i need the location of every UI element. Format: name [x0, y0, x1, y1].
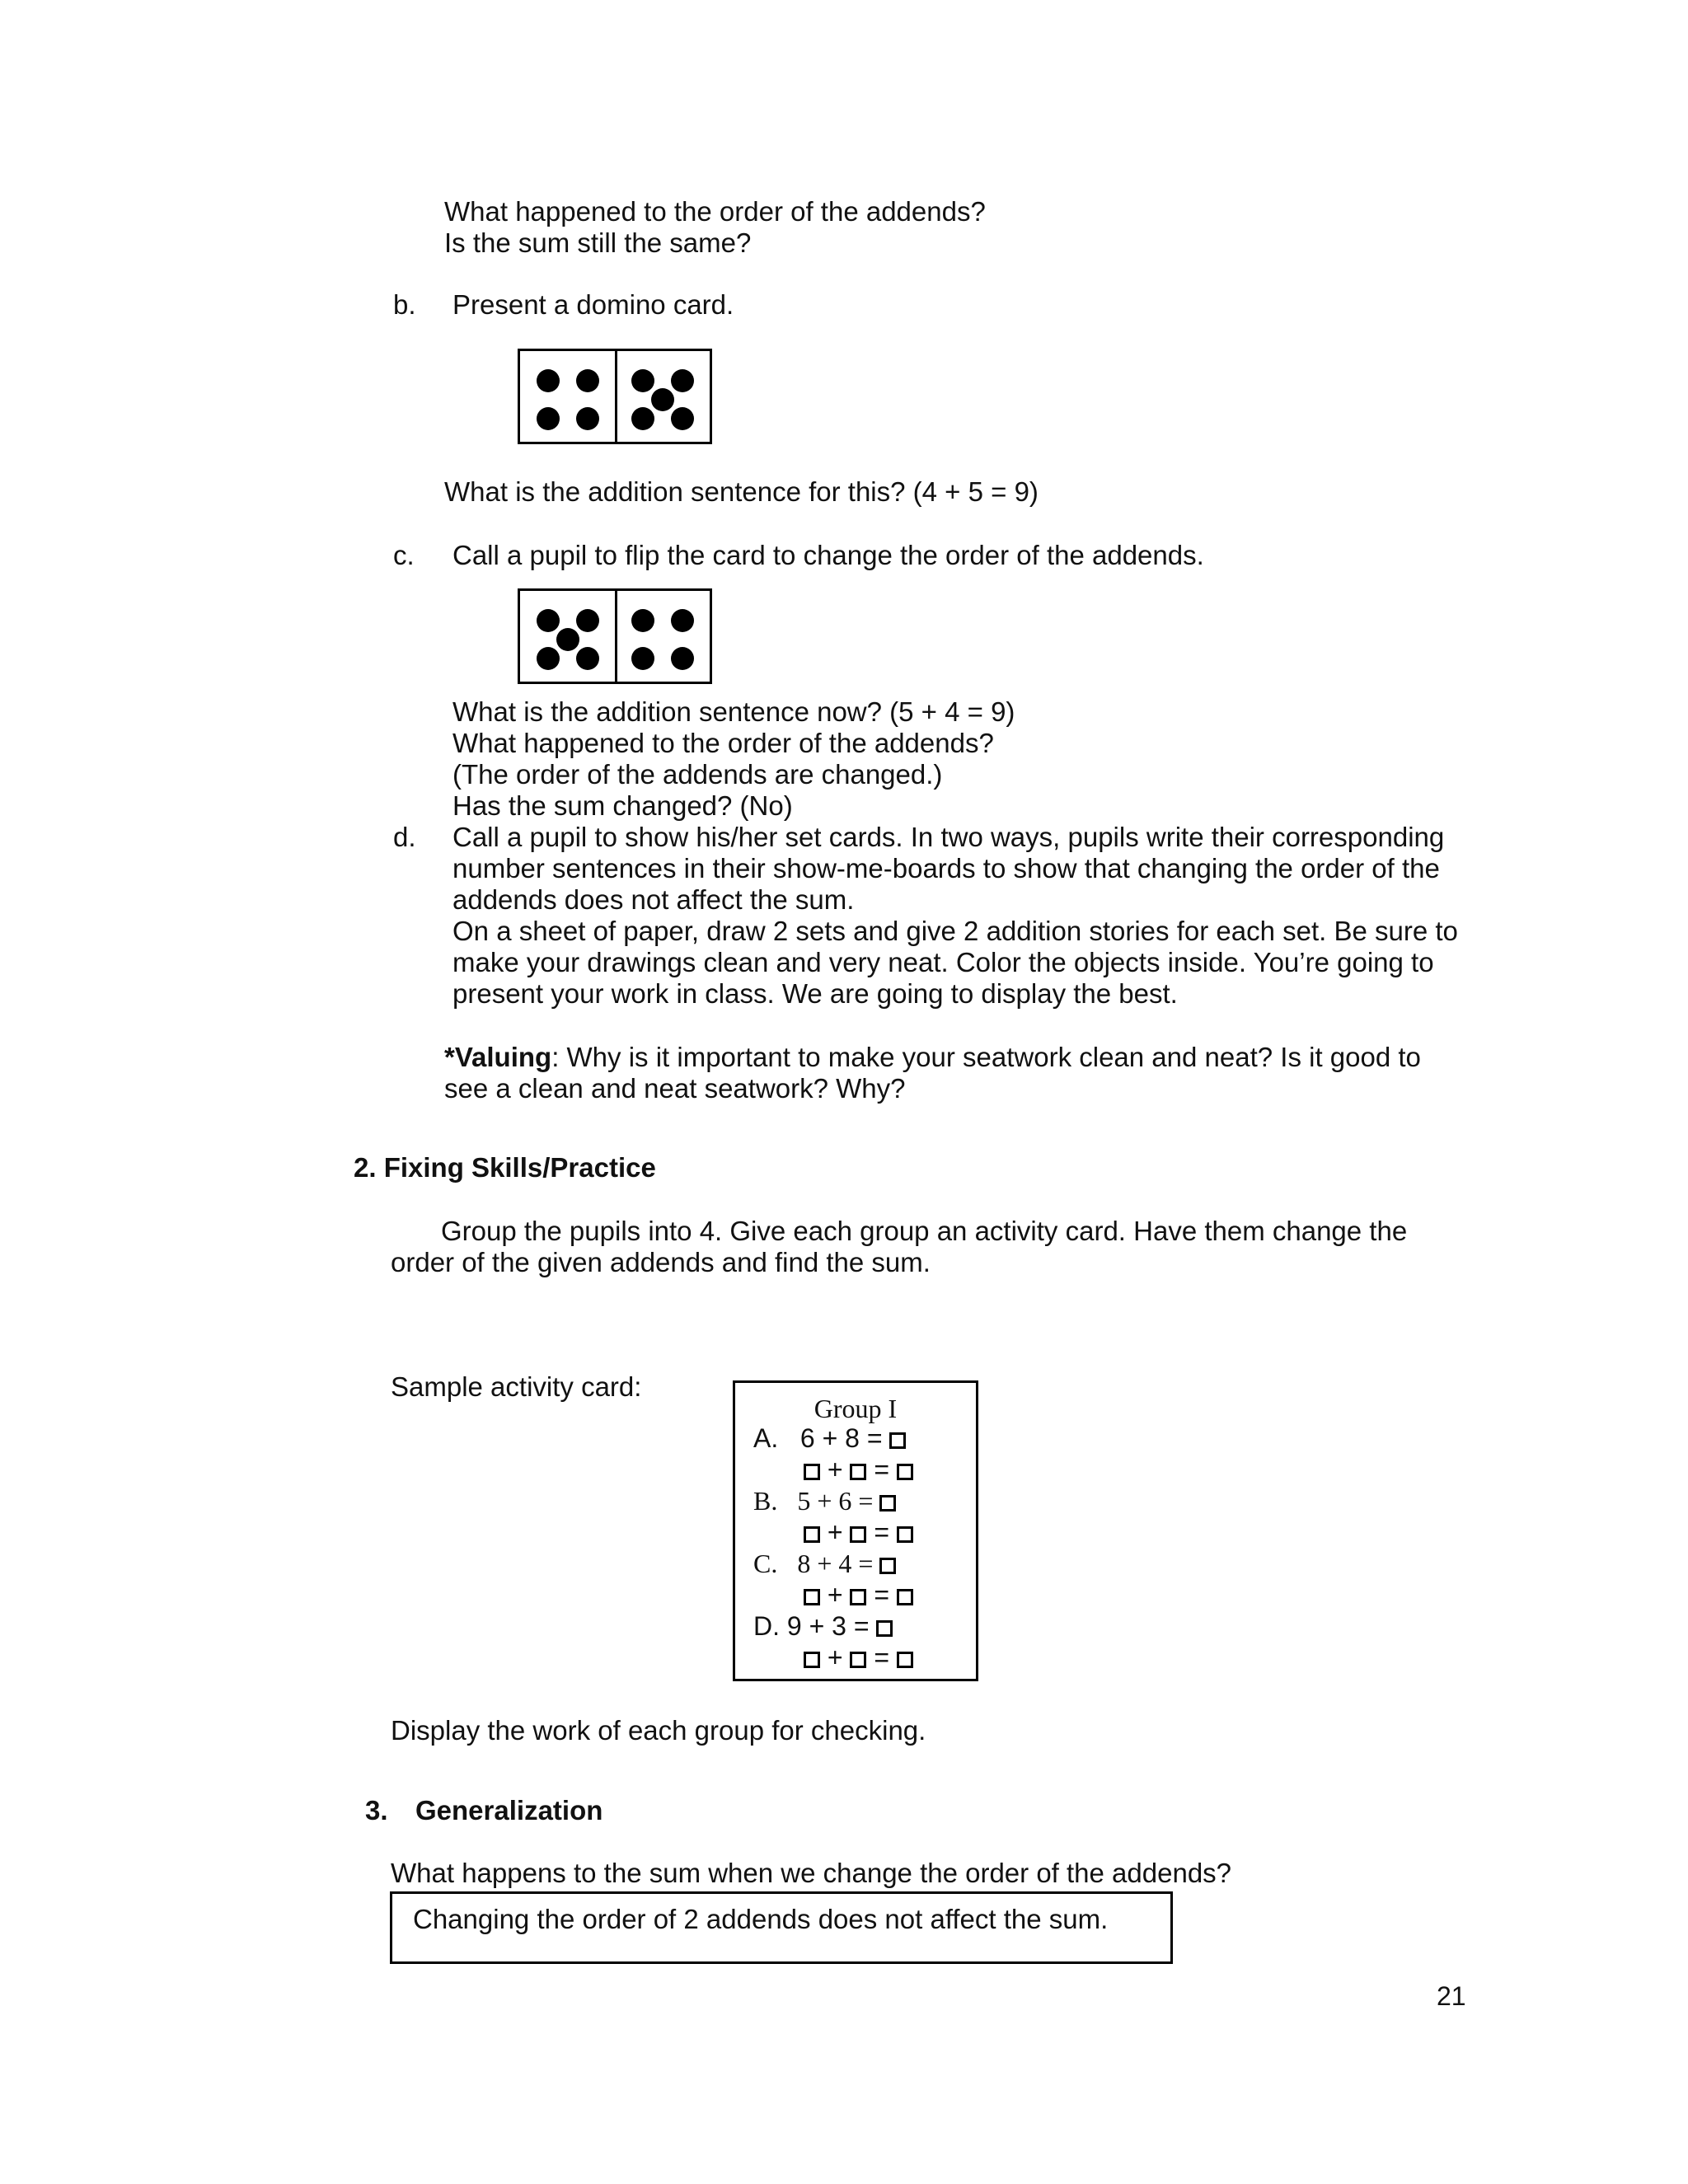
domino-dot	[537, 647, 560, 670]
intro-line-2: Is the sum still the same?	[444, 227, 752, 258]
card-item-letter: B.	[753, 1486, 778, 1516]
domino-dot	[576, 369, 599, 392]
valuing-text: : Why is it important to make your seatwork clean and neat? Is it good to	[551, 1042, 1421, 1072]
card-item-expr: 6 + 8 =	[799, 1423, 883, 1453]
card-item-letter: D.	[753, 1611, 780, 1641]
item-c-text: Call a pupil to flip the card to change the order of the addends.	[452, 540, 1204, 570]
domino-dot	[671, 647, 694, 670]
item-d-line-1: Call a pupil to show his/her set cards. In two ways, pupils write their corresponding	[452, 822, 1445, 852]
generalization-question: What happens to the sum when we change the order of the addends?	[391, 1858, 1232, 1888]
domino-dot	[651, 388, 674, 411]
card-item-b	[753, 1485, 896, 1516]
answer-box	[879, 1495, 896, 1511]
card-item-a	[753, 1422, 906, 1454]
card-item-d	[753, 1610, 893, 1642]
equals-sign: =	[874, 1580, 890, 1610]
domino-right-half	[615, 591, 710, 682]
section-2-para-line-2: order of the given addends and find the sum.	[391, 1247, 931, 1277]
domino-dot	[631, 407, 654, 430]
answer-box	[897, 1589, 913, 1605]
domino-dot	[537, 369, 560, 392]
item-c-line-1: What is the addition sentence now? (5 + 4 = 9)	[452, 696, 1015, 727]
card-item-d-flip	[804, 1642, 913, 1673]
card-title: Group I	[814, 1394, 898, 1423]
answer-box	[804, 1652, 820, 1668]
item-d-line-4: On a sheet of paper, draw 2 sets and give 2 addition stories for each set. Be sure to	[452, 916, 1458, 946]
card-item-c-flip	[804, 1579, 913, 1610]
intro-line-1: What happened to the order of the addends?	[444, 196, 986, 227]
plus-sign: +	[827, 1517, 843, 1547]
domino-left-half	[520, 591, 617, 682]
item-b-question: What is the addition sentence for this? (4 + 5 = 9)	[444, 476, 1039, 507]
answer-box	[850, 1652, 866, 1668]
card-item-c	[753, 1548, 896, 1579]
domino-dot	[537, 407, 560, 430]
item-d-line-6: present your work in class. We are going to display the best.	[452, 978, 1178, 1009]
domino-dot	[576, 647, 599, 670]
card-item-letter: C.	[753, 1549, 778, 1578]
domino-left-half	[520, 351, 617, 442]
answer-box	[897, 1652, 913, 1668]
answer-box	[850, 1589, 866, 1605]
item-d-line-5: make your drawings clean and very neat. Color the objects inside. You’re going to	[452, 947, 1434, 977]
section-3-number: 3.	[365, 1795, 388, 1825]
domino-dot	[671, 407, 694, 430]
domino-dot	[576, 609, 599, 632]
item-d-marker: d.	[393, 822, 416, 852]
domino-card-5-4	[518, 588, 712, 684]
section-2-heading: 2. Fixing Skills/Practice	[354, 1152, 656, 1183]
plus-sign: +	[827, 1580, 843, 1610]
display-work-text: Display the work of each group for checking.	[391, 1715, 926, 1746]
answer-box	[804, 1589, 820, 1605]
valuing-label: *Valuing	[444, 1042, 552, 1072]
domino-dot	[671, 609, 694, 632]
generalization-answer-box	[390, 1891, 1173, 1964]
item-c-marker: c.	[393, 540, 415, 570]
answer-box	[879, 1558, 896, 1574]
activity-card	[733, 1380, 978, 1681]
answer-box	[804, 1526, 820, 1543]
generalization-answer: Changing the order of 2 addends does not affect the sum.	[413, 1904, 1109, 1934]
valuing-line-2: see a clean and neat seatwork? Why?	[444, 1073, 906, 1104]
answer-box	[850, 1464, 866, 1480]
card-item-letter: A.	[753, 1423, 779, 1453]
equals-sign: =	[874, 1517, 890, 1547]
card-item-a-flip	[804, 1454, 913, 1485]
domino-dot	[576, 407, 599, 430]
card-item-b-flip	[804, 1516, 913, 1548]
domino-right-half	[615, 351, 710, 442]
item-c-line-2: What happened to the order of the addends?	[452, 728, 994, 758]
valuing-line-1	[444, 1042, 1421, 1073]
sample-activity-label: Sample activity card:	[391, 1371, 642, 1402]
answer-box	[897, 1464, 913, 1480]
domino-dot	[631, 369, 654, 392]
card-item-expr: 8 + 4 =	[797, 1549, 874, 1578]
domino-dot	[537, 609, 560, 632]
item-c-line-3: (The order of the addends are changed.)	[452, 759, 943, 790]
answer-box	[804, 1464, 820, 1480]
card-item-expr: 5 + 6 =	[797, 1486, 874, 1516]
domino-dot	[631, 609, 654, 632]
domino-dot	[671, 369, 694, 392]
item-d-line-3: addends does not affect the sum.	[452, 884, 855, 915]
page-number: 21	[1437, 1981, 1466, 2011]
item-b-text: Present a domino card.	[452, 289, 734, 320]
answer-box	[897, 1526, 913, 1543]
answer-box	[876, 1620, 893, 1637]
card-item-expr: 9 + 3 =	[786, 1611, 870, 1641]
domino-card-4-5	[518, 349, 712, 444]
domino-dot	[631, 647, 654, 670]
domino-dot	[556, 628, 579, 651]
section-2-para-line-1: Group the pupils into 4. Give each group an activity card. Have them change the	[441, 1216, 1408, 1246]
plus-sign: +	[827, 1455, 843, 1484]
answer-box	[889, 1432, 906, 1449]
section-3-heading: Generalization	[415, 1795, 603, 1825]
item-b-marker: b.	[393, 289, 416, 320]
item-d-line-2: number sentences in their show-me-boards to show that changing the order of the	[452, 853, 1440, 883]
item-c-line-4: Has the sum changed? (No)	[452, 790, 793, 821]
plus-sign: +	[827, 1643, 843, 1672]
equals-sign: =	[874, 1643, 890, 1672]
answer-box	[850, 1526, 866, 1543]
equals-sign: =	[874, 1455, 890, 1484]
